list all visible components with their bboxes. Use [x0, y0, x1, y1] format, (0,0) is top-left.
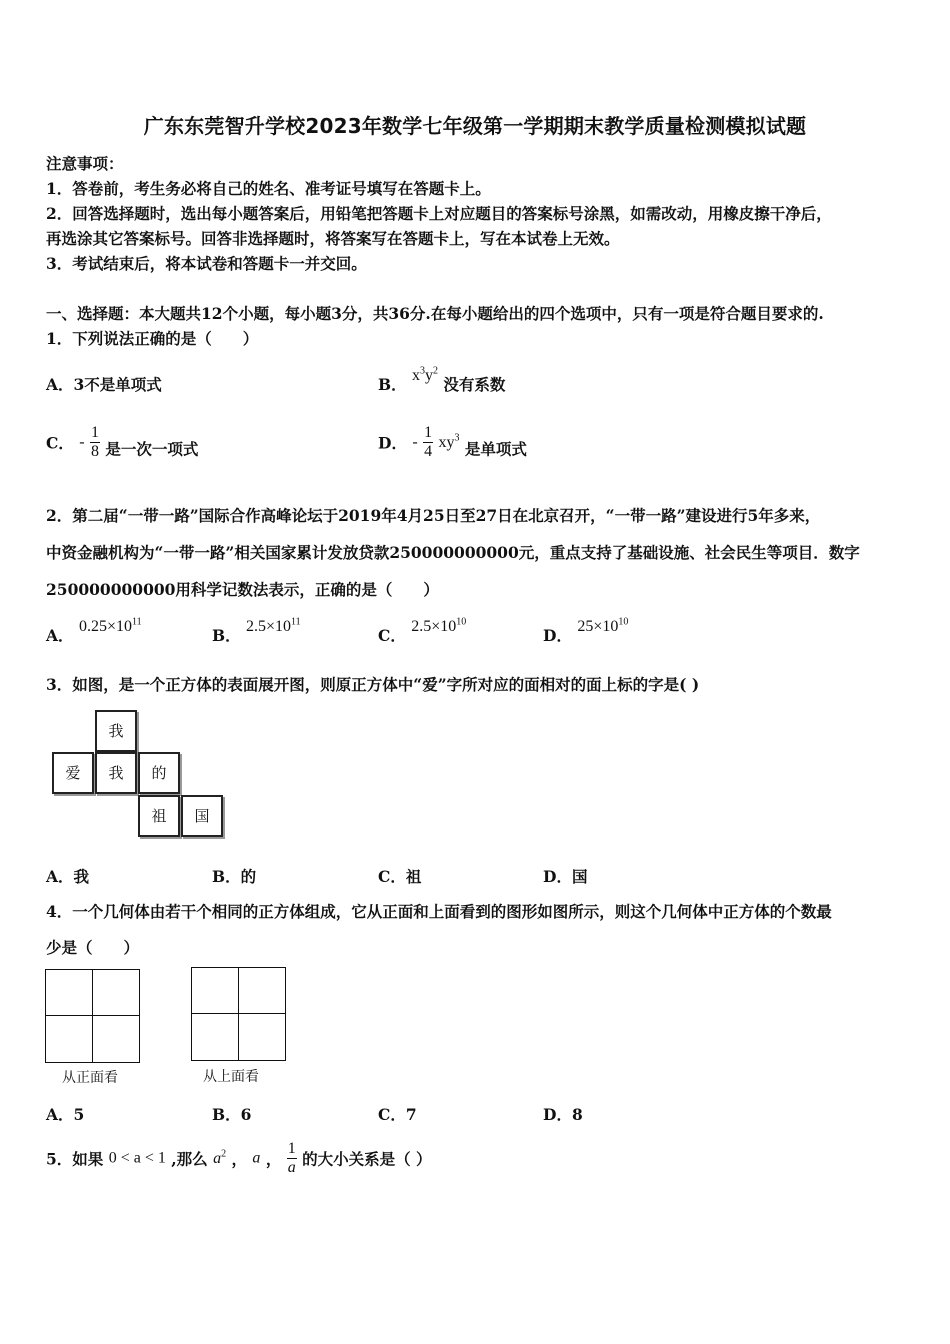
- net-cell: 我: [95, 710, 137, 752]
- q3-option-b: B．的: [212, 867, 257, 886]
- fraction-denominator: a: [287, 1159, 296, 1176]
- q4-option-a: A．5: [46, 1105, 85, 1124]
- q1-c-sign: -: [79, 433, 85, 451]
- q4-option-b: B．6: [212, 1105, 252, 1124]
- q2-option-d: [543, 616, 629, 646]
- q2-a-math: [79, 618, 142, 635]
- q5-a-squared: $a^2$: [213, 1148, 227, 1168]
- page-title: 广东东莞智升学校2023年数学七年级第一学期期末教学质量检测模拟试题: [143, 114, 807, 138]
- fraction-denominator: 4: [424, 443, 433, 460]
- q1-option-d-label: D．: [378, 433, 407, 453]
- q3-option-c: C．祖: [378, 867, 422, 886]
- view-square: [238, 967, 286, 1014]
- q3-stem: 3．如图，是一个正方体的表面展开图，则原正方体中“爱”字所对应的面相对的面上标的字是( ): [46, 675, 700, 694]
- q4-line: 少是（ ）: [46, 938, 140, 957]
- q1-option-d: [378, 424, 527, 461]
- q1-d-math: $xy^3$: [438, 432, 460, 452]
- q5-separator: ，: [231, 1149, 247, 1169]
- view-square: [92, 1015, 140, 1063]
- view-square: [191, 967, 239, 1014]
- q1-d-fraction: [423, 424, 433, 461]
- exponent: 10: [618, 616, 629, 628]
- q2-line: 2．第二届“一带一路”国际合作高峰论坛于2019年4月25日至27日在北京召开，“一带一路”建设进行5年多来，: [46, 506, 821, 525]
- net-cell: 的: [138, 752, 180, 794]
- q5-condition-text: 0 < a < 1: [108, 1149, 166, 1167]
- q1-option-b-label: B．: [378, 375, 407, 394]
- q5-mid: ,那么: [171, 1149, 208, 1169]
- q5-fraction: [287, 1140, 297, 1177]
- option-label: C．: [378, 626, 406, 645]
- q5-a: a: [252, 1149, 261, 1167]
- q5-suffix: 的大小关系是（ ）: [302, 1149, 432, 1169]
- q1-option-d-text: 是单项式: [464, 439, 527, 459]
- option-label: D．: [543, 626, 572, 645]
- notice-item: 2．回答选择题时，选出每小题答案后，用铅笔把答题卡上对应题目的答案标号涂黑，如需改动，用橡皮擦干净后，: [46, 204, 832, 223]
- q1-option-b-text: 没有系数: [443, 375, 506, 394]
- q4-option-d: D．8: [543, 1105, 583, 1124]
- times-ten: ×10: [266, 618, 292, 635]
- notice-item: 再选涂其它答案标号。回答非选择题时，将答案写在答题卡上，写在本试卷上无效。: [46, 229, 620, 248]
- q2-option-c: [378, 616, 467, 646]
- view-square: [45, 1015, 93, 1063]
- q2-b-math: [246, 618, 301, 635]
- exponent: 10: [456, 616, 467, 628]
- q3-option-a: A．我: [46, 867, 90, 886]
- notice-item: 3．考试结束后，将本试卷和答题卡一并交回。: [46, 254, 367, 273]
- q5-stem: [46, 1140, 432, 1177]
- q1-b-math: $x^3y^2$: [412, 365, 439, 384]
- notice-item: 1．答卷前，考生务必将自己的姓名、准考证号填写在答题卡上。: [46, 179, 491, 198]
- times-ten: ×10: [431, 618, 457, 635]
- net-cell: 我: [95, 752, 137, 794]
- q1-option-c-label: C．: [46, 433, 74, 453]
- mantissa: 2.5: [411, 618, 432, 635]
- net-cell: 国: [181, 795, 223, 837]
- view-square: [45, 969, 93, 1016]
- q5-prefix: 5．如果: [46, 1149, 104, 1169]
- q1-option-a: A．3不是单项式: [46, 375, 162, 394]
- mantissa: 0.25: [78, 618, 107, 635]
- q2-c-math: [411, 618, 466, 635]
- q5-condition: [109, 1150, 166, 1167]
- option-label: B．: [212, 626, 241, 645]
- view-square: [191, 1013, 239, 1061]
- q1-c-fraction: [90, 424, 100, 461]
- exponent: 11: [131, 616, 142, 628]
- view-square: [92, 969, 140, 1016]
- net-cell: 爱: [52, 752, 94, 794]
- times-ten: ×10: [593, 618, 619, 635]
- mantissa: 25: [577, 618, 594, 635]
- q3-option-d: D．国: [543, 867, 588, 886]
- q2-option-b: [212, 616, 301, 646]
- q4-line: 4．一个几何体由若干个相同的正方体组成，它从正面和上面看到的图形如图所示，则这个几何体中正方体的个数最: [46, 902, 832, 921]
- view-square: [238, 1013, 286, 1061]
- q4-option-c: C．7: [378, 1105, 417, 1124]
- exponent: 11: [291, 616, 301, 628]
- fraction-numerator: 1: [90, 424, 99, 441]
- mantissa: 2.5: [246, 618, 267, 635]
- fraction-numerator: 1: [424, 424, 433, 441]
- q1-d-sign: -: [412, 433, 418, 451]
- net-cell: 祖: [138, 795, 180, 837]
- notice-heading: 注意事项：: [46, 154, 124, 173]
- q2-d-math: [577, 618, 628, 635]
- top-view-caption: 从上面看: [203, 1069, 259, 1085]
- fraction-denominator: 8: [90, 443, 99, 460]
- times-ten: ×10: [106, 618, 132, 635]
- q2-line: 中资金融机构为“一带一路”相关国家累计发放贷款250000000000元，重点支持了基础设施、社会民生等项目．数字: [46, 543, 860, 562]
- front-view-caption: 从正面看: [62, 1070, 118, 1086]
- q1-option-c: [46, 424, 198, 461]
- option-label: A．: [46, 626, 74, 645]
- q1-stem: 1．下列说法正确的是（ ）: [46, 329, 259, 348]
- q2-line: 250000000000用科学记数法表示，正确的是（ ）: [46, 580, 439, 599]
- q1-option-b: [378, 365, 506, 395]
- q5-separator: ，: [265, 1149, 282, 1169]
- q2-option-a: [46, 616, 142, 646]
- fraction-numerator: 1: [287, 1140, 296, 1157]
- section-heading: 一、选择题：本大题共12个小题，每小题3分，共36分.在每小题给出的四个选项中，只有一项是符合题目要求的.: [46, 304, 824, 323]
- q1-option-c-text: 是一次一项式: [105, 439, 199, 459]
